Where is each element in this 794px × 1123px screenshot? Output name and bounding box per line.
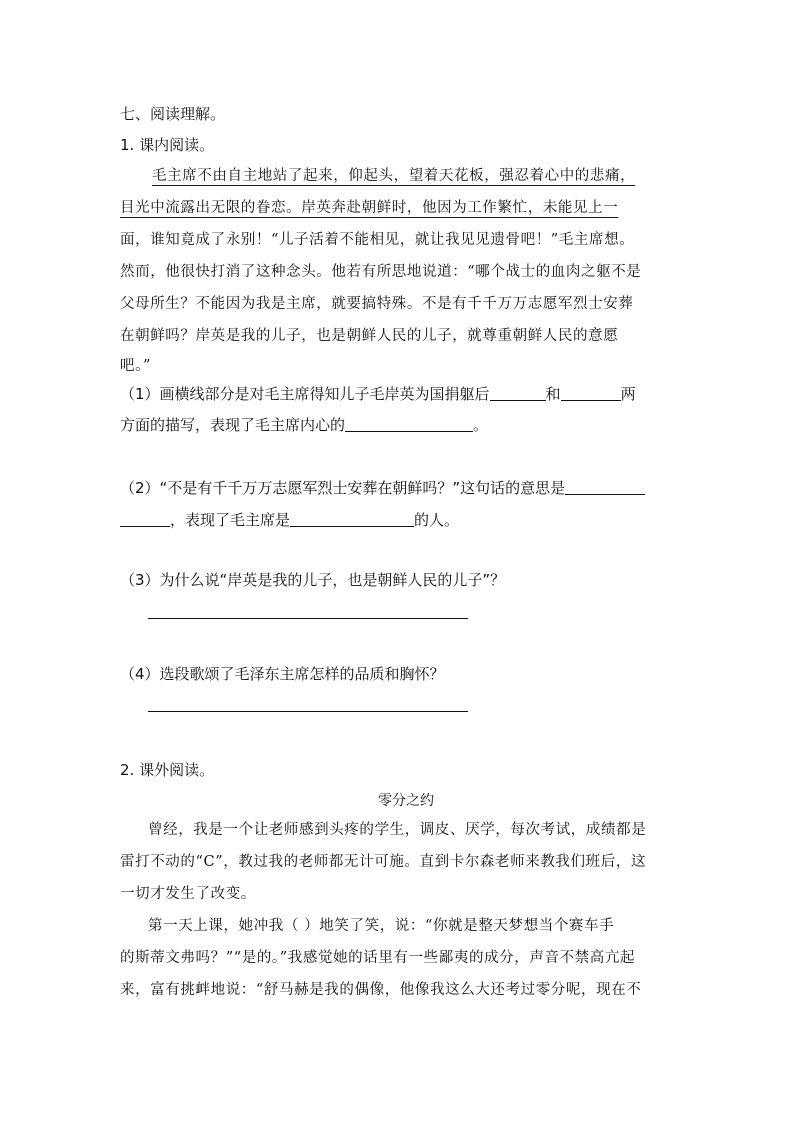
part2-label: 2. 课外阅读。 [120, 761, 215, 779]
q3-text: （3）为什么说“岸英是我的儿子，也是朝鲜人民的儿子”？ [120, 571, 506, 589]
q2-text-b: ，表现了毛主席是 [170, 511, 291, 529]
passage-line: 的斯蒂文弗吗？”“是的。”我感觉她的话里有一些鄙夷的成分，声音不禁高亢起 [120, 950, 636, 966]
passage-line: 在朝鲜吗？岸英是我的儿子，也是朝鲜人民的儿子，就尊重朝鲜人民的意愿 [120, 328, 619, 344]
passage-line: 吧。” [120, 358, 151, 374]
passage-line: 来，富有挑衅地说：“舒马赫是我的偶像，他像我这么大还考过零分呢，现在不 [120, 982, 642, 998]
q3-answer-line[interactable] [148, 618, 468, 619]
q2-answer-blank-1[interactable] [565, 478, 645, 495]
q1-answer-blank-2[interactable] [561, 384, 621, 401]
q4-answer-line[interactable] [148, 711, 468, 712]
story-title: 零分之约 [378, 793, 434, 809]
passage-line: 面，谁知竟成了永别！“儿子活着不能相见，就让我见见遗骨吧！”毛主席想。 [120, 232, 635, 248]
q1-answer-blank-3[interactable] [345, 415, 473, 432]
q2-answer-blank-2[interactable] [120, 510, 170, 527]
q1-text-e: 。 [473, 416, 489, 434]
q1-answer-blank-1[interactable] [490, 384, 546, 401]
passage-line: 父母所生？不能因为我是主席，就要搞特殊。不是有千千万万志愿军烈士安葬 [120, 296, 634, 312]
part1-label: 1. 课内阅读。 [120, 136, 215, 154]
passage-line: 雷打不动的“C”，教过我的老师都无计可施。直到卡尔森老师来教我们班后，这 [120, 854, 647, 870]
passage-line: 曾经，我是一个让老师感到头疼的学生，调皮、厌学，每次考试，成绩都是 [148, 822, 647, 838]
passage-line: 一切才发生了改变。 [120, 886, 256, 902]
q2-text-c: 的人。 [414, 511, 460, 529]
q1-text-a: （1）画横线部分是对毛主席得知儿子毛岸英为国捐躯后 [120, 385, 490, 403]
q1-text-b: 和 [545, 385, 561, 403]
passage-line-underlined: 目光中流露出无限的眷恋。岸英奔赴朝鲜时，他因为工作繁忙，未能见上一 [120, 200, 619, 216]
q4-text: （4）选段歌颂了毛泽东主席怎样的品质和胸怀？ [120, 665, 445, 683]
q2-text-a: （2）“不是有千千万万志愿军烈士安葬在朝鲜吗？”这句话的意思是 [120, 479, 566, 497]
passage-line-underlined: 毛主席不由自主地站了起来，仰起头，望着天花板，强忍着心中的悲痛， [152, 168, 636, 184]
section-heading: 七、阅读理解。 [120, 105, 226, 123]
q1-text-c: 两 [620, 385, 636, 403]
passage-line: 第一天上课，她冲我（ ）地笑了笑，说：“你就是整天梦想当个赛车手 [148, 918, 615, 934]
q2-answer-blank-3[interactable] [290, 510, 414, 527]
q1-text-d: 方面的描写，表现了毛主席内心的 [120, 416, 346, 434]
passage-line: 然而，他很快打消了这种念头。他若有所思地说道：“哪个战士的血肉之躯不是 [120, 264, 642, 280]
